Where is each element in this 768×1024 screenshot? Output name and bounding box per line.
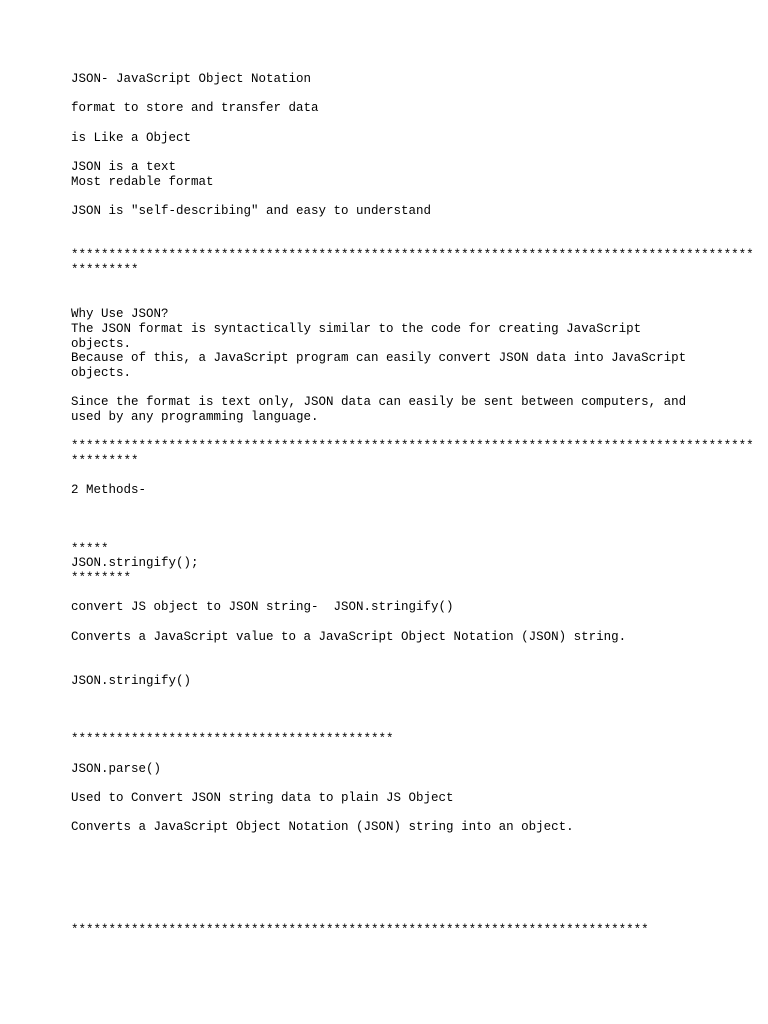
section-heading: 2 Methods- xyxy=(71,483,147,497)
text-line: Since the format is text only, JSON data can easily be sent between computers, and xyxy=(71,395,687,409)
text-line: Used to Convert JSON string data to plain JS Object xyxy=(71,791,454,805)
separator-line: ********* xyxy=(71,263,139,277)
separator-line: ********* xyxy=(71,454,139,468)
separator-line: ******************************************* xyxy=(71,732,394,746)
text-line: used by any programming language. xyxy=(71,410,319,424)
text-line: JSON is "self-describing" and easy to understand xyxy=(71,204,432,218)
section-heading: Why Use JSON? xyxy=(71,307,169,321)
text-line: convert JS object to JSON string- JSON.stringify() xyxy=(71,600,454,614)
code-line: JSON.stringify(); xyxy=(71,556,199,570)
text-line: objects. xyxy=(71,366,132,380)
text-line: objects. xyxy=(71,337,132,351)
separator-line: ******************************************************************************************* xyxy=(71,439,754,453)
separator-line: ******************************************************************************************* xyxy=(71,248,754,262)
text-line: Most redable format xyxy=(71,175,214,189)
text-line: JSON- JavaScript Object Notation xyxy=(71,72,312,86)
code-line: JSON.parse() xyxy=(71,762,162,776)
text-line: Converts a JavaScript value to a JavaScript Object Notation (JSON) string. xyxy=(71,630,627,644)
text-line: is Like a Object xyxy=(71,131,192,145)
separator-line: ***************************************************************************** xyxy=(71,923,649,937)
code-line: JSON.stringify() xyxy=(71,674,192,688)
separator-line: ******** xyxy=(71,571,132,585)
text-line: JSON is a text xyxy=(71,160,177,174)
text-line: The JSON format is syntactically similar to the code for creating JavaScript xyxy=(71,322,642,336)
separator-line: ***** xyxy=(71,542,109,556)
text-line: Converts a JavaScript Object Notation (JSON) string into an object. xyxy=(71,820,574,834)
text-line: Because of this, a JavaScript program can easily convert JSON data into JavaScript xyxy=(71,351,687,365)
text-line: format to store and transfer data xyxy=(71,101,319,115)
